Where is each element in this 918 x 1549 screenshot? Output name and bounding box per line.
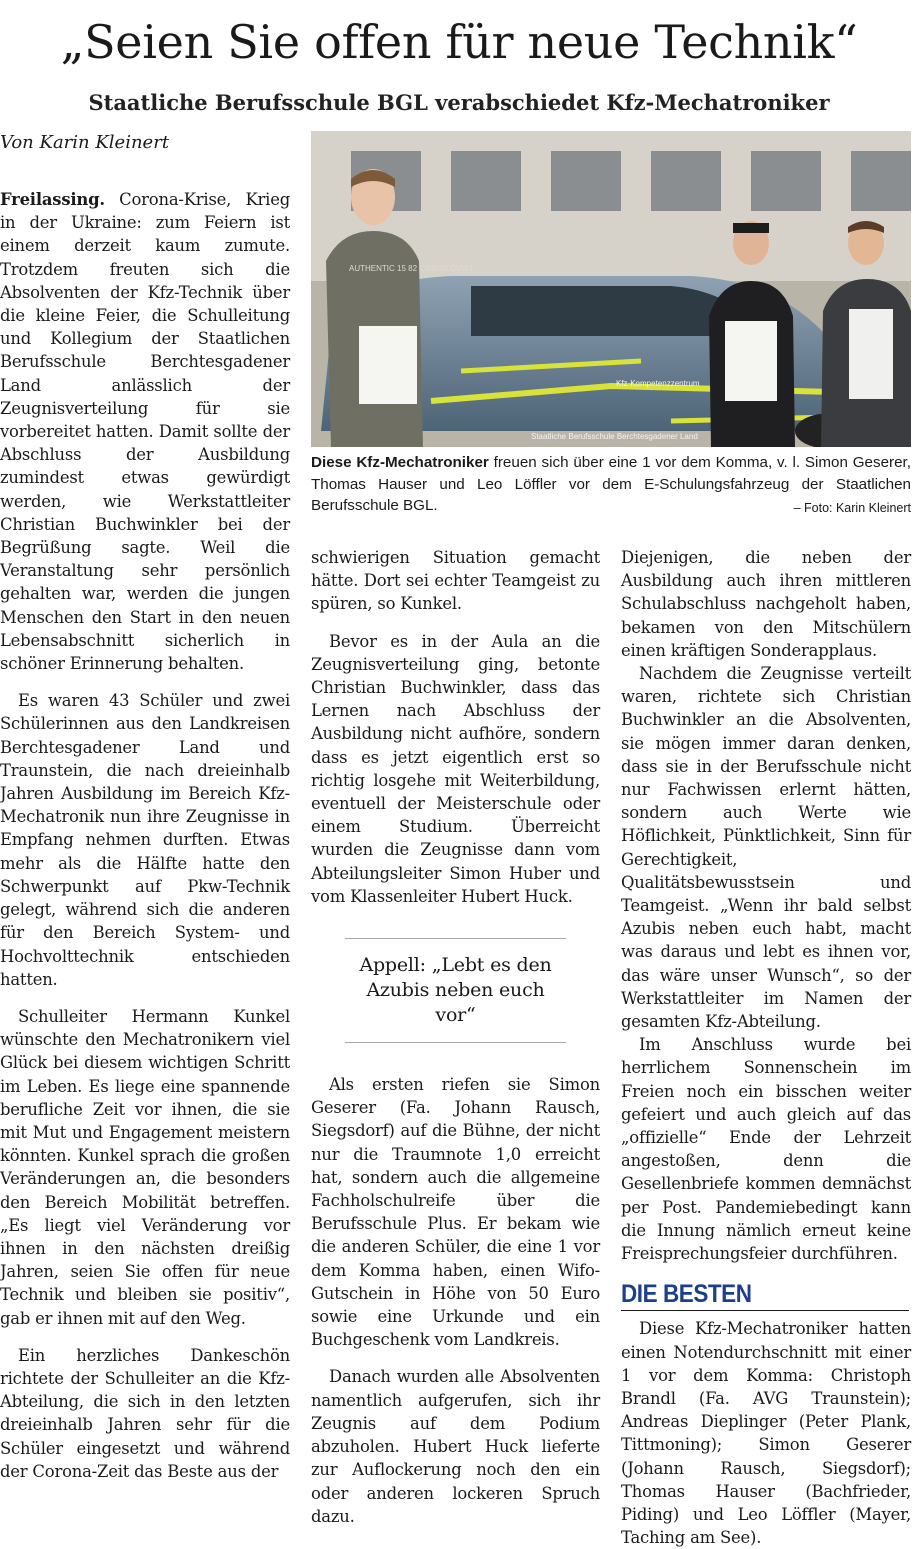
article-paragraph: Es waren 43 Schüler und zwei Schülerinnen aus den Landkreisen Berchtesgadener Land und Traunstein, die nach dreieinhalb Jahren Ausbildung im Bereich Kfz-Mechatronik nun ihre Zeugnisse in Empfang nehmen durften. Etwas mehr als die Hälfte hatte den Schwerpunkt auf Pkw-Technik gelegt, während sich die anderen für den Bereich System- und Hochvolttechnik entschieden hatten. [0, 691, 290, 989]
certificate-3 [849, 309, 893, 399]
article-paragraph: Nachdem die Zeugnisse verteilt waren, richtete sich Christian Buchwinkler an die Absolventen, sie mögen immer daran denken, dass sie in der Berufsschule nicht nur Fachwissen erlernt hätten, sondern auch Werte wie Höflichkeit, Pünktlichkeit, Sinn für Gerechtigkeit, Qualitätsbewusstsein und Teamgeist. „Wenn ihr bald selbst Azubis neben euch habt, macht was daraus und lebt es ihnen vor, das wäre unser Wunsch“, so der Werkstattleiter im Namen der gesamten Kfz-Abteilung. [621, 664, 911, 1032]
car-label-top: Kfz-Kompetenzzentrum [616, 379, 700, 388]
article-paragraph: schwierigen Situation gemacht hätte. Dort sei echter Teamgeist zu spüren, so Kunkel. [311, 548, 600, 614]
byline: Von Karin Kleinert [0, 132, 170, 153]
certificate-1 [359, 326, 417, 404]
photo-caption [311, 452, 911, 520]
dateline: Freilassing. [0, 190, 105, 209]
article-paragraph: Diejenigen, die neben der Ausbildung auch ihren mittleren Schulabschluss nachgeholt haben, bekamen von den Mitschülern einen kräftigen Sonderapplaus. [621, 548, 911, 660]
info-box-title: DIE BESTEN [621, 1279, 909, 1311]
headline: „Seien Sie offen für neue Technik“ [60, 15, 858, 69]
article-photo [311, 131, 911, 447]
photo-credit: – Foto: Karin Kleinert [793, 501, 911, 516]
article-paragraph [0, 188, 290, 675]
intermediate-subheading: Appell: „Lebt es den Azubis neben euch vor“ [345, 938, 566, 1043]
subheadline: Staatliche Berufsschule BGL verabschiedet Kfz-Mechatroniker [88, 90, 830, 115]
article-column-1 [0, 188, 290, 1483]
car-label-bottom: Staatliche Berufsschule Berchtesgadener Land [531, 432, 698, 441]
article-column-3 [621, 546, 911, 1549]
info-box-text: Diese Kfz-Mechatroniker hatten einen Notendurchschnitt mit einer 1 vor dem Komma: Christoph Brandl (Fa. AVG Traunstein); Andreas Dieplinger (Peter Plank, Tittmoning); Simon Geserer (Johann Rausch, Siegsdorf); Thomas Hauser (Bachfrieder, Piding) und Leo Löffler (Mayer, Taching am See). [621, 1319, 911, 1548]
caption-lead: Diese Kfz-Mechatroniker [311, 454, 489, 471]
caption-text: freuen sich über eine 1 vor dem Komma, v. l. Simon Geserer, Thomas Hauser und Leo Löffler vor dem E-Schulungsfahrzeug der Staatlichen Berufsschule BGL. [311, 454, 911, 515]
article-column-2 [311, 546, 600, 1528]
paragraph-text: Corona-Krise, Krieg in der Ukraine: zum Feiern ist einem derzeit kaum zumute. Trotzdem freuten sich die Absolventen der Kfz-Technik über die kleine Feier, die Schulleitung und Kollegium der Staatlichen Berufsschule Berchtesgadener Land anlässlich der Zeugnisverteilung für sie vorbereitet hatten. Damit sollte der Abschluss der Ausbildung zumindest etwas gewürdigt werden, wie Werkstattleiter Christian Buchwinkler bei der Begrüßung sagte. Weil die Veranstaltung sehr persönlich gehalten war, werden die jungen Menschen den Start in den neuen Lebensabschnitt sicherlich in schöner Erinnerung behalten. [0, 190, 290, 674]
certificate-2 [725, 321, 777, 401]
article-paragraph: Bevor es in der Aula an die Zeugnisverteilung ging, betonte Christian Buchwinkler, dass das Lernen nach Abschluss der Ausbildung nicht aufhöre, sondern dass es jetzt eigentlich erst so richtig losgehe mit Weiterbildung, eventuell der Meisterschule oder einem Studium. Überreicht wurden die Zeugnisse dann vom Abteilungsleiter Simon Huber und vom Klassenleiter Hubert Huck. [311, 631, 600, 906]
article-paragraph: Im Anschluss wurde bei herrlichem Sonnenschein im Freien noch ein bisschen weiter gefeiert und auch gleich auf das „offizielle“ Ende der Lehrzeit angestoßen, denn die Gesellenbriefe kommen demnächst per Post. Pandemiebedingt kann die Innung nämlich erneut keine Freisprechungsfeier durchführen. [621, 1035, 911, 1264]
article-paragraph: Danach wurden alle Absolventen namentlich aufgerufen, sich ihr Zeugnis auf dem Podium abzuholen. Hubert Huck lieferte zur Auflockerung noch den ein oder anderen lockeren Spruch dazu. [311, 1367, 600, 1526]
hoodie-print: AUTHENTIC 15 82 CRSNG DVSN [349, 264, 473, 273]
article-paragraph: Als ersten riefen sie Simon Geserer (Fa. Johann Rausch, Siegsdorf) auf die Bühne, der nicht nur die Traumnote 1,0 erreicht hat, sondern auch die allgemeine Fachholschulreife über die Berufsschule Plus. Er bekam wie die anderen Schüler, die eine 1 vor dem Komma haben, einen Wifo-Gutschein in Höhe von 50 Euro sowie eine Urkunde und ein Buchgeschenk vom Landkreis. [311, 1075, 600, 1350]
article-paragraph: Ein herzliches Dankeschön richtete der Schulleiter an die Kfz-Abteilung, die sich in den letzten dreieinhalb Jahren sehr für die Schüler eingesetzt und während der Corona-Zeit das Beste aus der [0, 1345, 290, 1481]
article-paragraph: Schulleiter Hermann Kunkel wünschte den Mechatronikern viel Glück bei diesem wichtigen Schritt im Leben. Es liege eine spannende berufliche Zeit vor ihnen, die sie mit Mut und Engagement meistern könnten. Kunkel sprach die großen Veränderungen an, die besonders den Bereich Mobilität betreffen. „Es liegt viel Veränderung vor ihnen in den nächsten dreißig Jahren, seien Sie offen für neue Technik und bleiben sie positiv“, gab er ihnen mit auf den Weg. [0, 1006, 290, 1328]
